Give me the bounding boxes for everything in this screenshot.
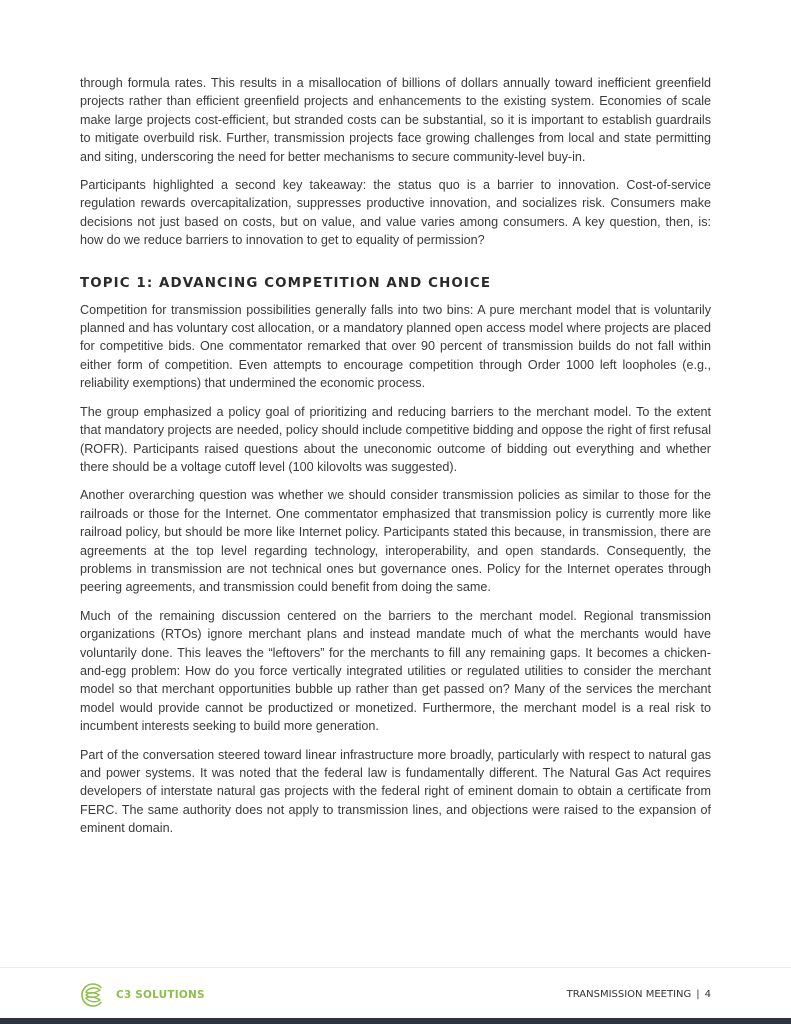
c3-leaf-logo-icon xyxy=(79,981,107,1009)
paragraph-formula-rates: through formula rates. This results in a misallocation of billions of dollars annually toward inefficient greenfield projects rather than efficient greenfield projects and enhancements to the existing system. Economies of scale make large projects cost-efficient, but stranded costs can be substantial, so it is important to establish guardrails to mitigate overbuild risk. Further, transmission projects face growing challenges from local and state permitting and siting, underscoring the need for better mechanisms to secure community-level buy-in. xyxy=(80,76,711,164)
page-number: 4 xyxy=(704,989,711,1000)
paragraph-railroads-internet: Another overarching question was whether we should consider transmission policies as similar to those for the railroads or those for the Internet. One commentator emphasized that transmission policy is currently more like railroad policy, but should be more like Internet policy. Participants stated this because, in transmission, there are agreements at the top level regarding technology, interoperability, and open standards. Consequently, the problems in transmission are not technical ones but governance ones. Policy for the Internet operates through peering agreements, and transmission could benefit from doing the same. xyxy=(80,488,711,595)
section-heading-topic-1: TOPIC 1: ADVANCING COMPETITION AND CHOICE xyxy=(80,275,492,291)
paragraph-merchant-barriers: Much of the remaining discussion centered on the barriers to the merchant model. Regional transmission organizations (RTOs) ignore merchant plans and instead mandate much of what the merchants would have voluntarily done. This leaves the “leftovers” for the merchants to fill any remaining gaps. It becomes a chicken-and-egg problem: How do you force vertically integrated utilities or regulated utilities to consider the merchant model so that merchant opportunities bubble up rather than get passed on? Many of the services the merchant model would provide cannot be productized or monetized. Furthermore, the merchant model is a real risk to incumbent interests seeking to build more generation. xyxy=(80,608,711,734)
page-body xyxy=(80,74,711,848)
paragraph-linear-infrastructure: Part of the conversation steered toward linear infrastructure more broadly, particularly with respect to natural gas and power systems. It was noted that the federal law is fundamentally different. The Natural Gas Act requires developers of interstate natural gas projects with the federal right of eminent domain to obtain a certificate from FERC. The same authority does not apply to transmission lines, and objections were raised to the expansion of eminent domain. xyxy=(80,747,711,836)
footer-page-label xyxy=(567,989,711,1000)
bottom-edge-bar xyxy=(0,1018,791,1024)
logo-wordmark: C3 SOLUTIONS xyxy=(116,989,205,1001)
page-footer xyxy=(0,968,791,1018)
paragraph-competition-bins: Competition for transmission possibilities generally falls into two bins: A pure merchant model that is voluntarily planned and has voluntary cost allocation, or a mandatory planned open access model where projects are placed for competitive bids. One commentator remarked that over 90 percent of transmission builds do not fall within either form of competition. Even attempts to encourage competition through Order 1000 left loopholes (e.g., reliability exemptions) that undermined the economic process. xyxy=(80,302,711,391)
separator: | xyxy=(696,989,700,1000)
paragraph-status-quo: Participants highlighted a second key takeaway: the status quo is a barrier to innovation. Cost-of-service regulation rewards overcapitalization, suppresses productive innovation, and socializes risk. Consumers make decisions not just based on costs, but on value, and value varies among consumers. A key question, then, is: how do we reduce barriers to innovation to get to equality of permission? xyxy=(80,178,711,248)
paragraph-merchant-model-goal: The group emphasized a policy goal of prioritizing and reducing barriers to the merchant model. To the extent that mandatory projects are needed, policy should include competitive bidding and oppose the right of first refusal (ROFR). Participants raised questions about the uneconomic outcome of bidding out everything and whether there should be a voltage cutoff level (100 kilovolts was suggested). xyxy=(80,404,711,474)
document-title: TRANSMISSION MEETING xyxy=(566,989,692,1000)
c3-solutions-logo xyxy=(79,981,205,1009)
